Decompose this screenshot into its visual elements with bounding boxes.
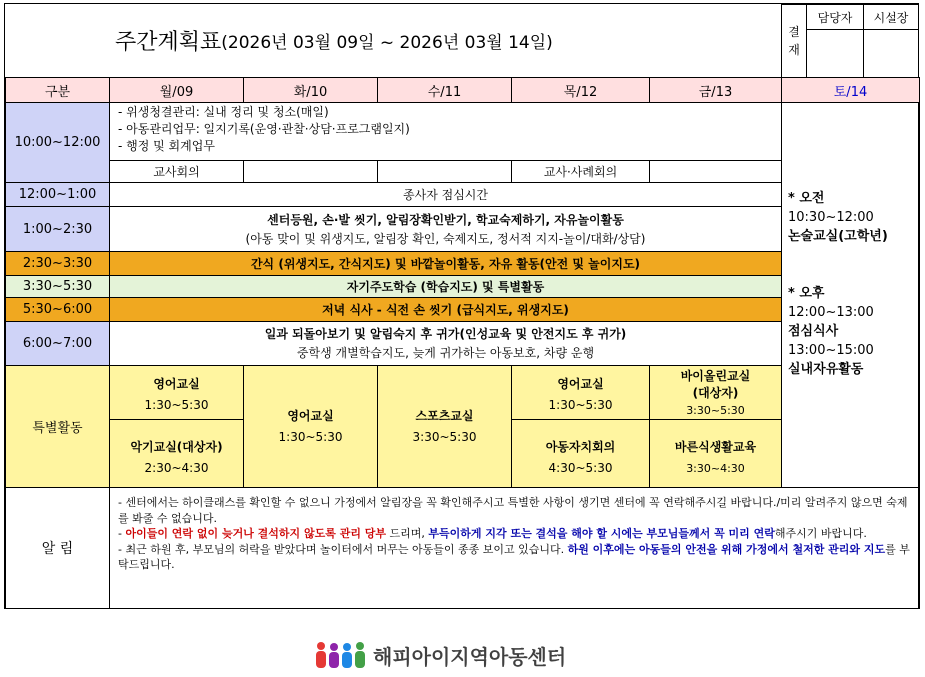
sign-col-staff: 담당자 (806, 4, 864, 30)
sat-pm-time2: 13:00~15:00 (788, 343, 874, 358)
tue-empty (243, 160, 378, 183)
task-line: - 아동관리업무: 일지기록(운영·관찰·상담·프로그램일지) (118, 122, 410, 136)
notice-end-text: 해주시기 바랍니다. (774, 527, 867, 540)
time-530-6: 5:30~6:00 (5, 297, 110, 322)
time-1-230: 1:00~2:30 (5, 206, 110, 252)
thu-case-meeting: 교사·사례회의 (511, 160, 650, 183)
saturday-plan (781, 102, 920, 488)
thu-council-time: 4:30~5:30 (548, 461, 613, 475)
center-logo (313, 640, 566, 670)
time-330-530: 3:30~5:30 (5, 275, 110, 298)
logo-text: 해피아이지역아동센터 (373, 644, 567, 669)
fri-nutrition (649, 419, 782, 488)
arrival-line-sub: (아동 맞이 및 위생지도, 알림장 확인, 숙제지도, 정서적 지지-놀이/대화/상담) (245, 232, 646, 246)
arrival-line-main: 센터등원, 손·발 씻기, 알림장확인받기, 학교숙제하기, 자유놀이활동 (267, 213, 624, 227)
tue-english-title: 영어교실 (287, 408, 334, 423)
thu-english (511, 365, 650, 420)
sat-am-activity: 논술교실(고학년) (788, 229, 888, 244)
self-study: 자기주도학습 (학습지도) 및 특별활동 (109, 275, 782, 298)
time-6-7: 6:00~7:00 (5, 321, 110, 366)
notice-blue-text: 부득이하게 지각 또는 결석을 해야 할 시에는 부모님들께서 꼭 미리 연락 (428, 527, 775, 540)
notice-end-text-2: 를 부탁드립니다. (118, 542, 910, 571)
notice-item-2 (118, 526, 911, 542)
mon-english-time: 1:30~5:30 (144, 398, 209, 412)
sat-am-time: 10:30~12:00 (788, 210, 874, 225)
sat-pm-time1: 12:00~13:00 (788, 305, 874, 320)
notice-red-text: 아이들이 연락 없이 늦거나 결석하지 않도록 관리 당부 (125, 527, 387, 540)
tue-english-time: 1:30~5:30 (278, 429, 343, 444)
notice-item-3 (118, 542, 911, 573)
people-logo-icon (313, 640, 367, 670)
notice-label: 알 림 (5, 487, 110, 609)
notice-blue-text-2: 하원 이후에는 아동들의 안전을 위해 가정에서 철저한 관리와 지도 (567, 542, 886, 556)
review-line-main: 일과 되돌아보기 및 알림숙지 후 귀가(인성교육 및 안전지도 후 귀가) (264, 327, 627, 341)
mon-teacher-meeting: 교사회의 (109, 160, 244, 183)
sign-box-director[interactable] (863, 29, 919, 78)
notice-item-1: - 센터에서는 하이클래스를 확인할 수 없으니 가정에서 알림장을 꼭 확인해주시고 특별한 사항이 생기면 센터에 꼭 연락해주시길 바랍니다./미리 알려주지 않으면 숙제를 봐줄 수 없습니다. (118, 496, 908, 525)
col-sat: 토/14 (781, 77, 920, 103)
fri-violin (649, 365, 782, 420)
special-label: 특별활동 (5, 365, 110, 488)
mon-instrument-time: 2:30~4:30 (144, 461, 209, 475)
notice-mid-text: 드리며, (386, 527, 429, 540)
weekly-plan-sheet (4, 3, 919, 609)
review-line-sub: 중학생 개별학습지도, 늦게 귀가하는 아동보호, 차량 운행 (296, 346, 595, 360)
col-tue: 화/10 (243, 77, 378, 103)
page-title (5, 4, 782, 77)
sign-col-director: 시설장 (863, 4, 919, 30)
sign-box-staff[interactable] (806, 29, 864, 78)
mon-instrument (109, 419, 244, 488)
task-line: - 행정 및 회계업무 (118, 139, 215, 153)
notice-pre-text: - 최근 하원 후, 부모님의 허락을 받았다며 놀이터에서 머무는 아동들이 종종 보이고 있습니다. (118, 542, 568, 556)
wed-sports-title: 스포츠교실 (415, 408, 474, 423)
mon-instrument-title: 악기교실(대상자) (130, 440, 223, 454)
notice-body (109, 487, 920, 609)
staff-lunch: 종사자 점심시간 (109, 182, 782, 207)
col-mon: 월/09 (109, 77, 244, 103)
mon-english (109, 365, 244, 420)
col-fri: 금/13 (649, 77, 782, 103)
col-division: 구분 (5, 77, 110, 103)
wed-sports (377, 365, 512, 488)
tue-english (243, 365, 378, 488)
review-and-go-home (109, 321, 782, 366)
sat-pm-label: * 오후 (788, 286, 825, 301)
mon-english-title: 영어교실 (153, 377, 200, 391)
thu-council (511, 419, 650, 488)
title-range: (2026년 03월 09일 ~ 2026년 03월 14일) (221, 33, 553, 53)
fri-violin-title: 바이올린교실 (680, 369, 751, 383)
task-line: - 위생청결관리: 실내 정리 및 청소(매일) (118, 105, 329, 119)
thu-english-title: 영어교실 (557, 377, 604, 391)
wed-sports-time: 3:30~5:30 (412, 429, 477, 444)
morning-tasks (109, 102, 782, 161)
wed-empty (377, 160, 512, 183)
col-thu: 목/12 (511, 77, 650, 103)
fri-violin-time: 3:30~5:30 (686, 404, 745, 417)
fri-empty (649, 160, 782, 183)
time-230-330: 2:30~3:30 (5, 251, 110, 276)
notice-dash: - (118, 527, 126, 540)
sat-pm-activity1: 점심식사 (788, 324, 839, 339)
sat-pm-activity2: 실내자유활동 (788, 362, 864, 377)
sat-am-label: * 오전 (788, 191, 825, 206)
thu-council-title: 아동자치회의 (545, 440, 616, 454)
fri-nutrition-time: 3:30~4:30 (686, 462, 745, 475)
fri-nutrition-title: 바른식생활교육 (674, 440, 757, 454)
col-wed: 수/11 (377, 77, 512, 103)
time-10-12: 10:00~12:00 (5, 102, 110, 183)
fri-violin-target: (대상자) (692, 386, 739, 400)
time-12-1: 12:00~1:00 (5, 182, 110, 207)
arrival-activities (109, 206, 782, 252)
snack-outdoor: 간식 (위생지도, 간식지도) 및 바깥놀이활동, 자유 활동(안전 및 놀이지도) (109, 251, 782, 276)
thu-english-time: 1:30~5:30 (548, 398, 613, 412)
title-main: 주간계획표 (115, 30, 222, 55)
dinner: 저녁 식사 - 식전 손 씻기 (급식지도, 위생지도) (109, 297, 782, 322)
approval-label: 결 재 (781, 4, 807, 78)
